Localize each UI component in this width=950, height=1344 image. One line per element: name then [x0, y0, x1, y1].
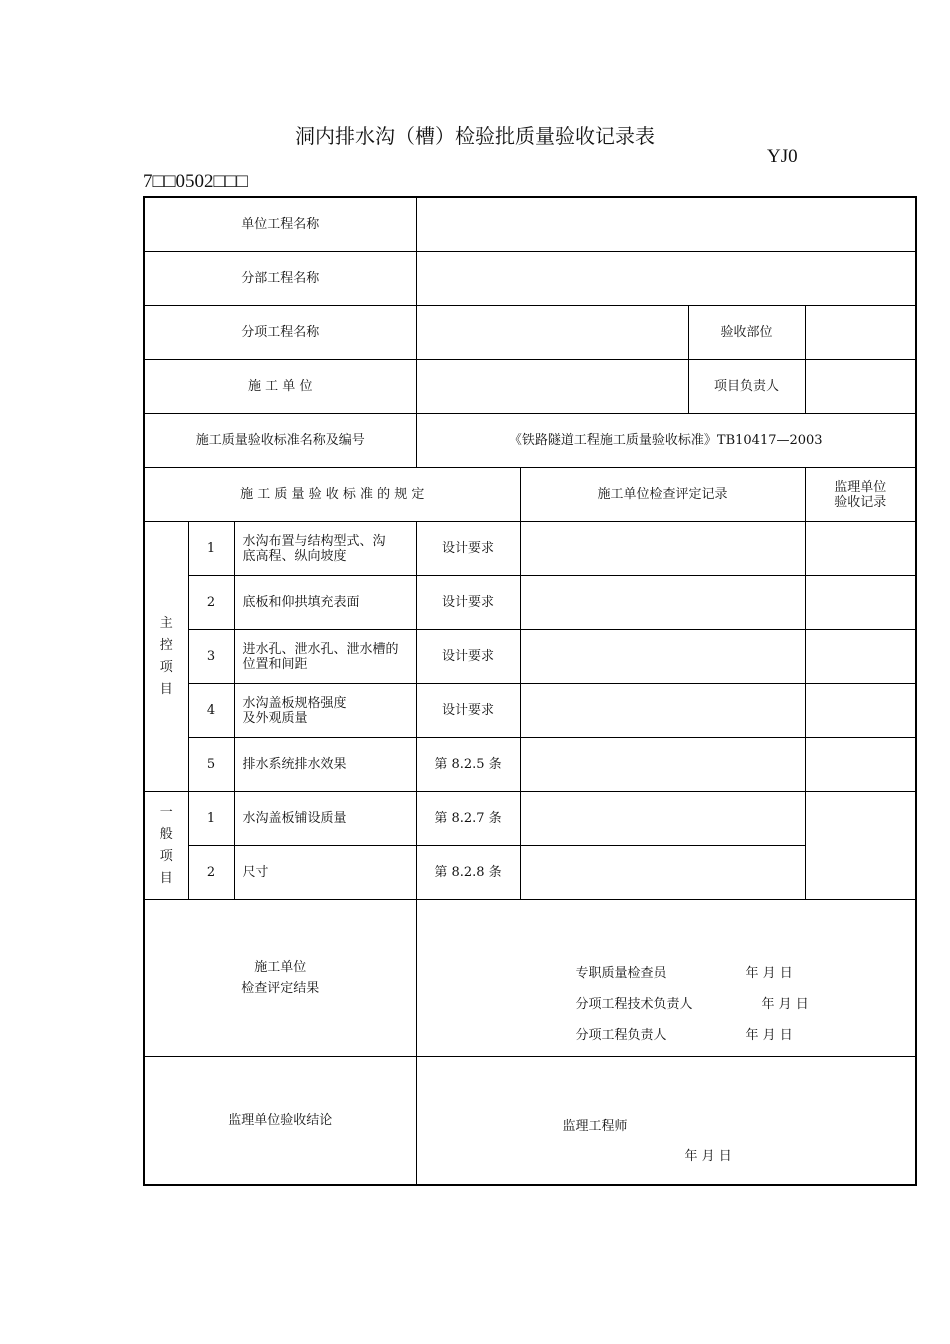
item-requirement: 第 8.2.8 条 — [416, 846, 520, 900]
supervisor-date: 年 月 日 — [684, 1149, 732, 1164]
col-spec: 施 工 质 量 验 收 标 准 的 规 定 — [144, 468, 520, 522]
item-no: 1 — [188, 522, 234, 576]
main-item-row — [144, 630, 916, 684]
general-item-row — [144, 846, 916, 900]
row-subitem-project — [144, 306, 916, 360]
contractor-record-cell[interactable] — [520, 792, 805, 846]
main-item-row — [144, 522, 916, 576]
item-desc: 排水系统排水效果 — [234, 738, 416, 792]
item-no: 1 — [188, 792, 234, 846]
item-desc: 水沟盖板规格强度 及外观质量 — [234, 684, 416, 738]
main-item-row — [144, 684, 916, 738]
general-items-label: 一 般 项 目 — [144, 792, 188, 900]
label-contractor-result: 施工单位 检查评定结果 — [144, 900, 416, 1057]
row-supervisor-result — [144, 1057, 916, 1186]
signer-role: 专职质量检查员 — [575, 966, 667, 981]
row-unit-project — [144, 197, 916, 252]
label-supervisor-result: 监理单位验收结论 — [144, 1057, 416, 1186]
item-desc: 尺寸 — [234, 846, 416, 900]
signer-role: 分项工程技术负责人 — [575, 997, 693, 1012]
supervisor-engineer: 监理工程师 — [562, 1119, 628, 1134]
item-no: 5 — [188, 738, 234, 792]
contractor-record-cell[interactable] — [520, 846, 805, 900]
label-division-project: 分部工程名称 — [144, 252, 416, 306]
supervisor-record-cell[interactable] — [805, 576, 916, 630]
contractor-record-cell[interactable] — [520, 684, 805, 738]
supervisor-record-cell[interactable] — [805, 630, 916, 684]
item-desc: 水沟布置与结构型式、沟 底高程、纵向坡度 — [234, 522, 416, 576]
field-accept-part[interactable] — [805, 306, 916, 360]
field-subitem-project[interactable] — [416, 306, 688, 360]
inspection-table — [143, 196, 917, 1186]
contractor-result-area[interactable] — [416, 900, 916, 1057]
label-standard: 施工质量验收标准名称及编号 — [144, 414, 416, 468]
label-unit-project: 单位工程名称 — [144, 197, 416, 252]
item-desc: 进水孔、泄水孔、泄水槽的 位置和间距 — [234, 630, 416, 684]
main-item-row — [144, 576, 916, 630]
main-item-row — [144, 738, 916, 792]
item-requirement: 设计要求 — [416, 576, 520, 630]
signer-role: 分项工程负责人 — [575, 1028, 667, 1043]
row-construction-unit — [144, 360, 916, 414]
item-requirement: 设计要求 — [416, 522, 520, 576]
sign-date: 年 月 日 — [761, 997, 809, 1012]
label-accept-part: 验收部位 — [688, 306, 805, 360]
label-project-manager: 项目负责人 — [688, 360, 805, 414]
col-supervisor-record-line2: 验收记录 — [834, 494, 887, 510]
page-title: 洞内排水沟（槽）检验批质量验收记录表 — [295, 124, 655, 148]
col-supervisor-record-line1: 监理单位 — [834, 479, 887, 495]
label-construction-unit: 施 工 单 位 — [144, 360, 416, 414]
general-item-row — [144, 792, 916, 846]
row-column-headers — [144, 468, 916, 522]
field-division-project[interactable] — [416, 252, 916, 306]
field-project-manager[interactable] — [805, 360, 916, 414]
supervisor-record-cell[interactable] — [805, 684, 916, 738]
item-requirement: 设计要求 — [416, 684, 520, 738]
supervisor-record-cell[interactable] — [805, 522, 916, 576]
contractor-record-cell[interactable] — [520, 738, 805, 792]
contractor-record-cell[interactable] — [520, 522, 805, 576]
form-code-left: 7□□0502□□□ — [143, 171, 248, 192]
signature-line — [576, 958, 912, 989]
supervisor-record-cell[interactable] — [805, 738, 916, 792]
row-division-project — [144, 252, 916, 306]
contractor-record-cell[interactable] — [520, 576, 805, 630]
item-desc: 水沟盖板铺设质量 — [234, 792, 416, 846]
col-contractor-record: 施工单位检查评定记录 — [520, 468, 805, 522]
signature-line — [576, 1020, 912, 1051]
contractor-record-cell[interactable] — [520, 630, 805, 684]
row-standard — [144, 414, 916, 468]
sign-date: 年 月 日 — [745, 1028, 793, 1043]
item-no: 3 — [188, 630, 234, 684]
item-requirement: 设计要求 — [416, 630, 520, 684]
field-construction-unit[interactable] — [416, 360, 688, 414]
item-desc: 底板和仰拱填充表面 — [234, 576, 416, 630]
item-requirement: 第 8.2.5 条 — [416, 738, 520, 792]
row-contractor-result — [144, 900, 916, 1057]
col-supervisor-record — [805, 468, 916, 522]
supervisor-record-cell[interactable] — [805, 792, 916, 900]
item-no: 4 — [188, 684, 234, 738]
label-subitem-project: 分项工程名称 — [144, 306, 416, 360]
standard-value: 《铁路隧道工程施工质量验收标准》TB10417—2003 — [416, 414, 916, 468]
item-no: 2 — [188, 846, 234, 900]
signature-line — [576, 989, 912, 1020]
main-items-label: 主 控 项 目 — [144, 522, 188, 792]
form-code-right: YJ0 — [767, 146, 798, 167]
field-unit-project[interactable] — [416, 197, 916, 252]
sign-date: 年 月 日 — [745, 966, 793, 981]
item-no: 2 — [188, 576, 234, 630]
item-requirement: 第 8.2.7 条 — [416, 792, 520, 846]
supervisor-result-area[interactable] — [416, 1057, 916, 1186]
